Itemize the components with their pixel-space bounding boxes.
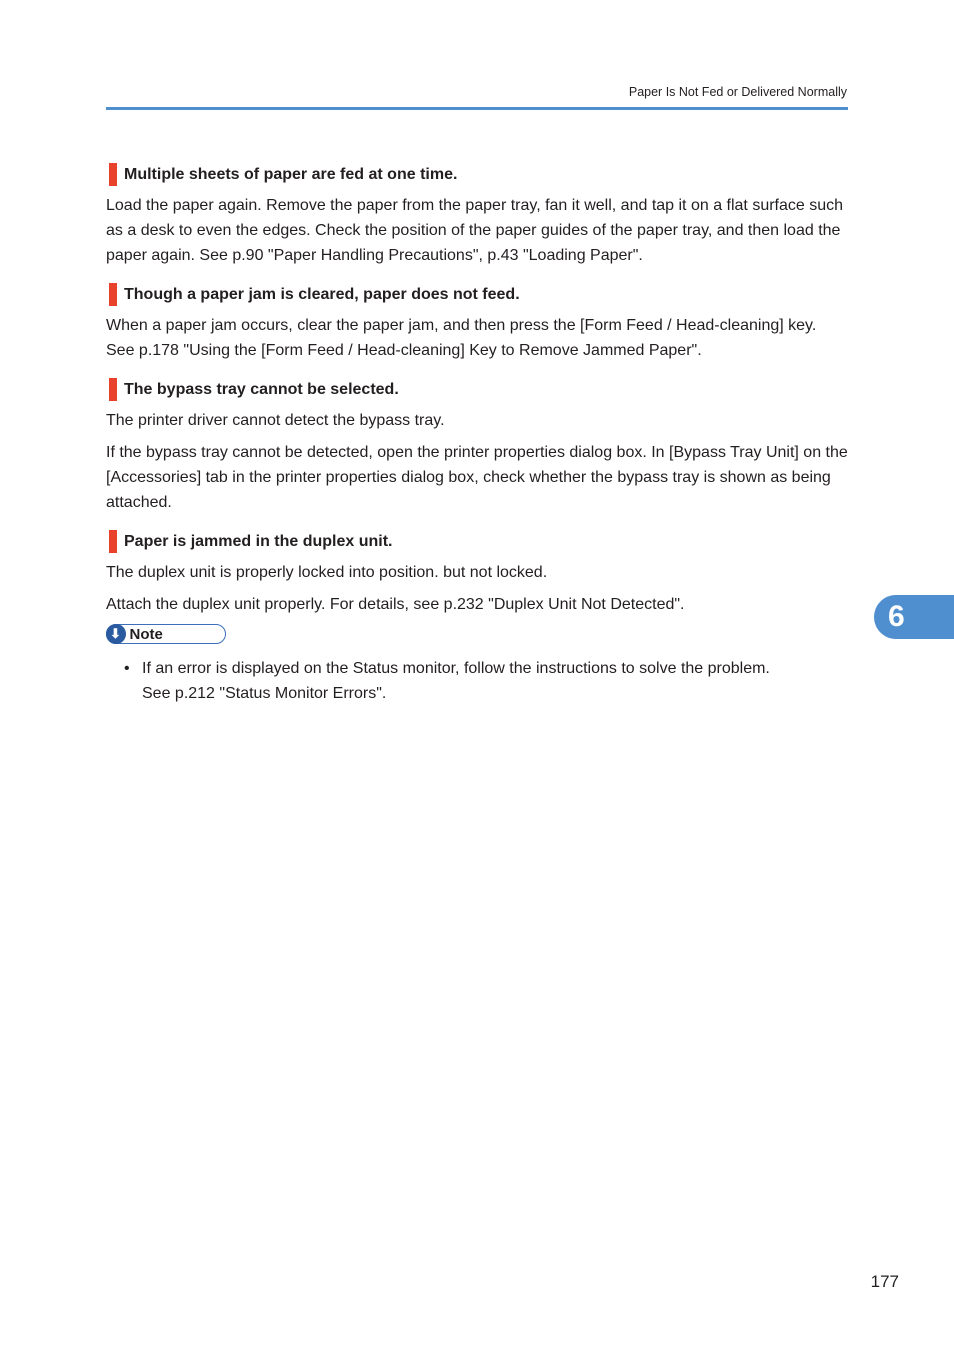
section-paragraph: The duplex unit is properly locked into position. but not locked. [106, 564, 548, 581]
section-heading-text: Multiple sheets of paper are fed at one time. [124, 166, 458, 183]
page-number: 177 [870, 1272, 899, 1291]
heading-bar-marker [109, 163, 117, 186]
bullet-icon: • [124, 660, 130, 677]
note-label-text: Note [129, 625, 163, 643]
section-paragraph: If the bypass tray cannot be detected, open the printer properties dialog box. In [Bypass Tray Unit] on the [Accessories] tab in the printer properties dialog box, check whether the bypass tray is shown as being attached. [106, 444, 848, 511]
section-paper-jam-cleared [106, 282, 848, 363]
section-heading [106, 282, 848, 307]
section-heading-text: Paper is jammed in the duplex unit. [124, 533, 393, 550]
section-heading [106, 377, 848, 402]
chapter-tab: 6 [874, 595, 954, 639]
section-heading [106, 529, 848, 554]
section-paragraph: Attach the duplex unit properly. For details, see p.232 "Duplex Unit Not Detected". [106, 596, 685, 613]
section-duplex-unit [106, 529, 848, 617]
section-paragraph: When a paper jam occurs, clear the paper jam, and then press the [Form Feed / Head-cleaning] key. See p.178 "Using the [Form Feed / Head-cleaning] Key to Remove Jammed Paper". [106, 317, 817, 359]
down-arrow-icon: ⬇ [106, 624, 126, 644]
note-item-text: If an error is displayed on the Status monitor, follow the instructions to solve the problem. See p.212 "Status Monitor Errors". [142, 660, 770, 702]
section-paragraph: The printer driver cannot detect the bypass tray. [106, 412, 445, 429]
section-multiple-sheets [106, 162, 848, 268]
heading-bar-marker [109, 378, 117, 401]
note-list-item [124, 656, 802, 706]
heading-bar-marker [109, 283, 117, 306]
section-bypass-tray [106, 377, 848, 515]
running-header: Paper Is Not Fed or Delivered Normally [628, 85, 847, 99]
section-heading [106, 162, 848, 187]
page-content [106, 162, 848, 706]
note-label [106, 624, 226, 644]
section-heading-text: Though a paper jam is cleared, paper does not feed. [124, 286, 520, 303]
note-list [106, 656, 848, 706]
heading-bar-marker [109, 530, 117, 553]
section-heading-text: The bypass tray cannot be selected. [124, 381, 399, 398]
section-paragraph: Load the paper again. Remove the paper from the paper tray, fan it well, and tap it on a flat surface such as a desk to even the edges. Check the position of the paper guides of the paper tray, and then load the paper again. See p.90 "Paper Handling Precautions", p.43 "Loading Paper". [106, 197, 844, 264]
header-rule [106, 107, 848, 110]
